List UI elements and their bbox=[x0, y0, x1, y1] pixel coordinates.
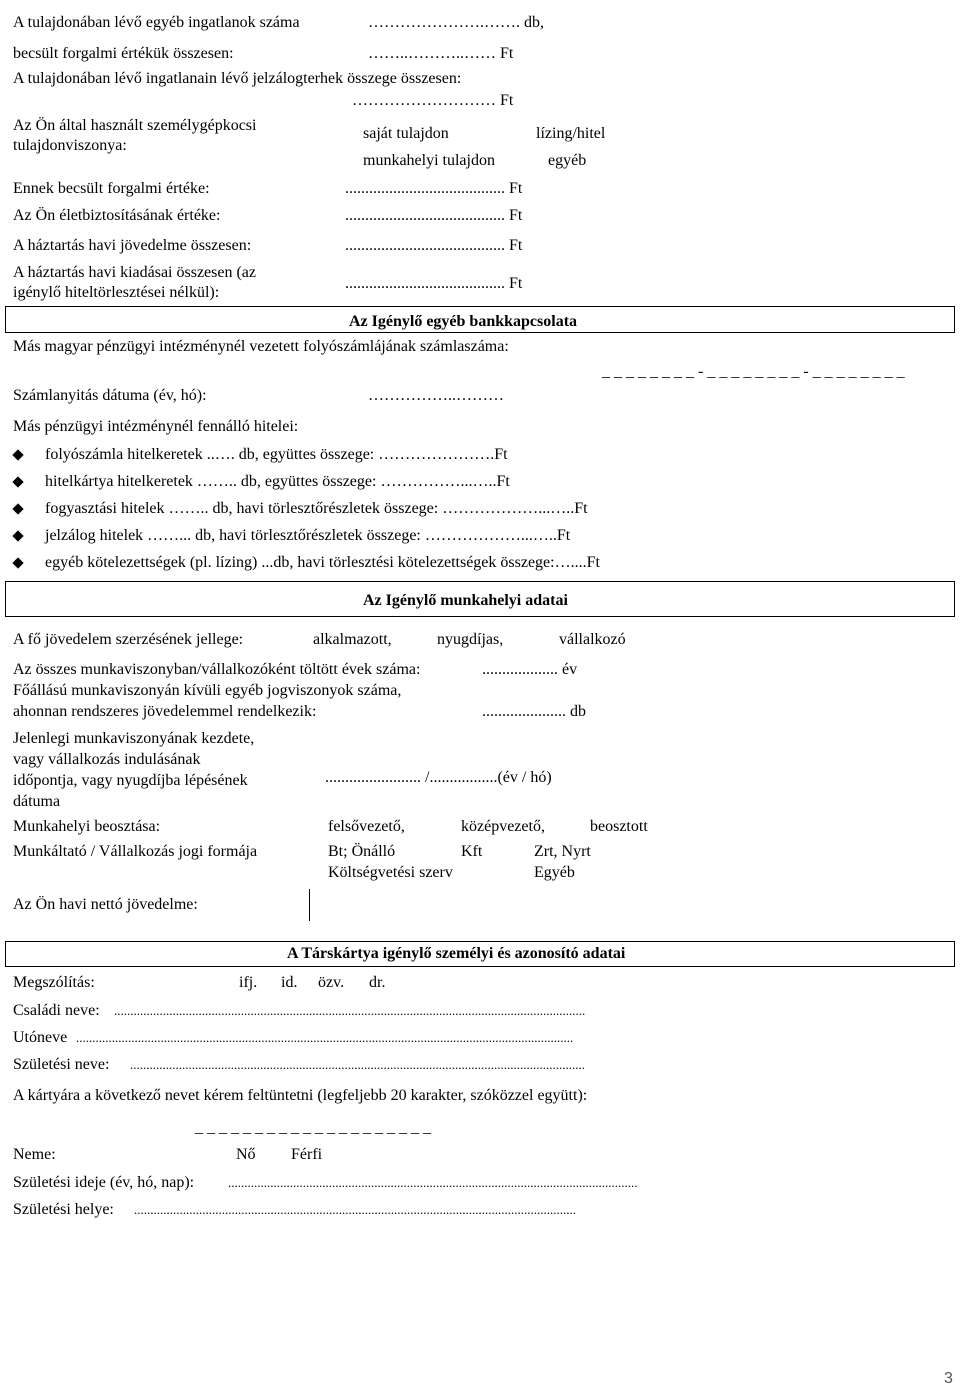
bullet-icon bbox=[12, 530, 23, 541]
bank-section-heading: Az Igénylő egyéb bankkapcsolata bbox=[349, 313, 578, 330]
account-open-date-label: Számlanyitás dátuma (év, hó): bbox=[13, 387, 207, 404]
life-insurance-field[interactable]: ........................................ Ft bbox=[345, 207, 523, 224]
work-years-label: Az összes munkaviszonyban/vállalkozóként töltött évek száma: bbox=[13, 661, 421, 678]
salutation-ozv[interactable]: özv. bbox=[318, 974, 345, 991]
car-option-leasing[interactable]: lízing/hitel bbox=[536, 125, 606, 142]
bullet-icon bbox=[12, 476, 23, 487]
net-income-label: Az Ön havi nettó jövedelme: bbox=[13, 896, 198, 913]
page-number: 3 bbox=[944, 1370, 953, 1387]
other-employment-field[interactable]: ..................... db bbox=[482, 703, 586, 720]
position-label: Munkahelyi beosztása: bbox=[13, 818, 161, 835]
credit-item-mortgage[interactable]: jelzálog hitelek ……... db, havi törlesztőrészletek összege: ………………...…..Ft bbox=[45, 527, 571, 544]
credit-item-overdraft[interactable]: folyószámla hitelkeretek ..…. db, együttes összege: ………………….Ft bbox=[45, 446, 508, 463]
position-employee[interactable]: beosztott bbox=[590, 818, 648, 835]
employer-form-budget[interactable]: Költségvetési szerv bbox=[328, 864, 453, 881]
credit-item-consumer-loan[interactable]: fogyasztási hitelek …….. db, havi törlesztőrészletek összege: ………………...…..Ft bbox=[45, 500, 588, 517]
net-income-field[interactable] bbox=[5, 889, 310, 921]
gender-label: Neme: bbox=[13, 1146, 56, 1163]
bullet-icon bbox=[12, 449, 23, 460]
car-value-label: Ennek becsült forgalmi értéke: bbox=[13, 180, 210, 197]
property-value-field[interactable]: ……..………..…… Ft bbox=[368, 45, 514, 62]
bullet-icon bbox=[12, 503, 23, 514]
salutation-dr[interactable]: dr. bbox=[369, 974, 386, 991]
mortgage-total-label: A tulajdonában lévő ingatlanain lévő jelzálogterhek összege összesen: bbox=[13, 70, 462, 87]
household-income-label: A háztartás havi jövedelme összesen: bbox=[13, 237, 252, 254]
other-property-count-label: A tulajdonában lévő egyéb ingatlanok száma bbox=[13, 14, 300, 31]
cocard-section-heading: A Társkártya igénylő személyi és azonosító adatai bbox=[287, 945, 626, 962]
car-ownership-label-line2: tulajdonviszonya: bbox=[13, 137, 127, 154]
account-open-date-field[interactable]: ……………..……… bbox=[368, 387, 504, 404]
card-name-label: A kártyára a következő nevet kérem feltüntetni (legfeljebb 20 karakter, szóközzel együtt): bbox=[13, 1087, 588, 1104]
birth-place-field[interactable]: ........................................................................................................................................ bbox=[134, 1202, 576, 1217]
salutation-ifj[interactable]: ifj. bbox=[239, 974, 258, 991]
other-employment-label-line2: ahonnan rendszeres jövedelemmel rendelkezik: bbox=[13, 703, 317, 720]
car-value-field[interactable]: ........................................ Ft bbox=[345, 180, 523, 197]
given-name-label: Utóneve bbox=[13, 1029, 68, 1046]
household-income-field[interactable]: ........................................ Ft bbox=[345, 237, 523, 254]
employment-start-field[interactable]: ........................ /.................(év / hó) bbox=[325, 769, 552, 786]
birth-date-field[interactable]: .............................................................................................................................. bbox=[228, 1175, 638, 1190]
work-section-heading: Az Igénylő munkahelyi adatai bbox=[363, 592, 568, 609]
employer-form-kft[interactable]: Kft bbox=[461, 843, 483, 860]
position-middle-manager[interactable]: középvezető, bbox=[461, 818, 545, 835]
family-name-field[interactable]: ................................................................................................................................................. bbox=[114, 1003, 586, 1018]
car-ownership-label-line1: Az Ön által használt személygépkocsi bbox=[13, 117, 257, 134]
income-type-pensioner[interactable]: nyugdíjas, bbox=[437, 631, 504, 648]
employment-start-label-line1: Jelenlegi munkaviszonyának kezdete, bbox=[13, 730, 255, 747]
employer-form-bt[interactable]: Bt; Önálló bbox=[328, 843, 396, 860]
employment-start-label-line3: időpontja, vagy nyugdíjba lépésének bbox=[13, 772, 248, 789]
account-number-field[interactable]: _ _ _ _ _ _ _ _ - _ _ _ _ _ _ _ _ - _ _ _ _ _ _ _ _ bbox=[602, 363, 905, 380]
employment-start-label-line2: vagy vállalkozás indulásának bbox=[13, 751, 201, 768]
employer-form-label: Munkáltató / Vállalkozás jogi formája bbox=[13, 843, 258, 860]
birth-name-field[interactable]: ............................................................................................................................................ bbox=[130, 1057, 585, 1072]
position-senior-manager[interactable]: felsővezető, bbox=[328, 818, 405, 835]
other-property-count-field[interactable]: ………………….……. db, bbox=[368, 14, 544, 31]
salutation-id[interactable]: id. bbox=[281, 974, 298, 991]
car-option-employer[interactable]: munkahelyi tulajdon bbox=[363, 152, 495, 169]
employer-form-zrt[interactable]: Zrt, Nyrt bbox=[534, 843, 591, 860]
work-years-field[interactable]: ................... év bbox=[482, 661, 578, 678]
credit-item-other-obligation[interactable]: egyéb kötelezettségek (pl. lízing) ...db, havi törlesztési kötelezettségek összege:…....Ft bbox=[45, 554, 600, 571]
mortgage-total-field[interactable]: ……………………… Ft bbox=[352, 92, 514, 109]
birth-date-label: Születési ideje (év, hó, nap): bbox=[13, 1174, 195, 1191]
gender-female[interactable]: Nő bbox=[236, 1146, 256, 1163]
household-expense-field[interactable]: ........................................ Ft bbox=[345, 275, 523, 292]
birth-name-label: Születési neve: bbox=[13, 1056, 110, 1073]
car-option-own[interactable]: saját tulajdon bbox=[363, 125, 449, 142]
income-type-entrepreneur[interactable]: vállalkozó bbox=[559, 631, 626, 648]
birth-place-label: Születési helye: bbox=[13, 1201, 114, 1218]
property-value-label: becsült forgalmi értékük összesen: bbox=[13, 45, 234, 62]
given-name-field[interactable]: ......................................................................................................................................................... bbox=[76, 1030, 574, 1045]
card-name-field[interactable]: _ _ _ _ _ _ _ _ _ _ _ _ _ _ _ _ _ _ _ _ bbox=[195, 1119, 431, 1136]
household-expense-label-line2: igénylő hiteltörlesztései nélkül): bbox=[13, 284, 220, 301]
bullet-icon bbox=[12, 557, 23, 568]
car-option-other[interactable]: egyéb bbox=[548, 152, 587, 169]
income-type-employee[interactable]: alkalmazott, bbox=[313, 631, 392, 648]
gender-male[interactable]: Férfi bbox=[291, 1146, 323, 1163]
other-credits-label: Más pénzügyi intézménynél fennálló hitelei: bbox=[13, 418, 299, 435]
life-insurance-label: Az Ön életbiztosításának értéke: bbox=[13, 207, 221, 224]
credit-item-credit-card[interactable]: hitelkártya hitelkeretek …….. db, együttes összege: ……………...…..Ft bbox=[45, 473, 510, 490]
other-employment-label-line1: Főállású munkaviszonyán kívüli egyéb jogviszonyok száma, bbox=[13, 682, 402, 699]
employer-form-other[interactable]: Egyéb bbox=[534, 864, 575, 881]
account-number-label: Más magyar pénzügyi intézménynél vezetett folyószámlájának számlaszáma: bbox=[13, 338, 509, 355]
income-type-label: A fő jövedelem szerzésének jellege: bbox=[13, 631, 244, 648]
household-expense-label-line1: A háztartás havi kiadásai összesen (az bbox=[13, 264, 257, 281]
employment-start-label-line4: dátuma bbox=[13, 793, 61, 810]
salutation-label: Megszólítás: bbox=[13, 974, 95, 991]
family-name-label: Családi neve: bbox=[13, 1002, 100, 1019]
